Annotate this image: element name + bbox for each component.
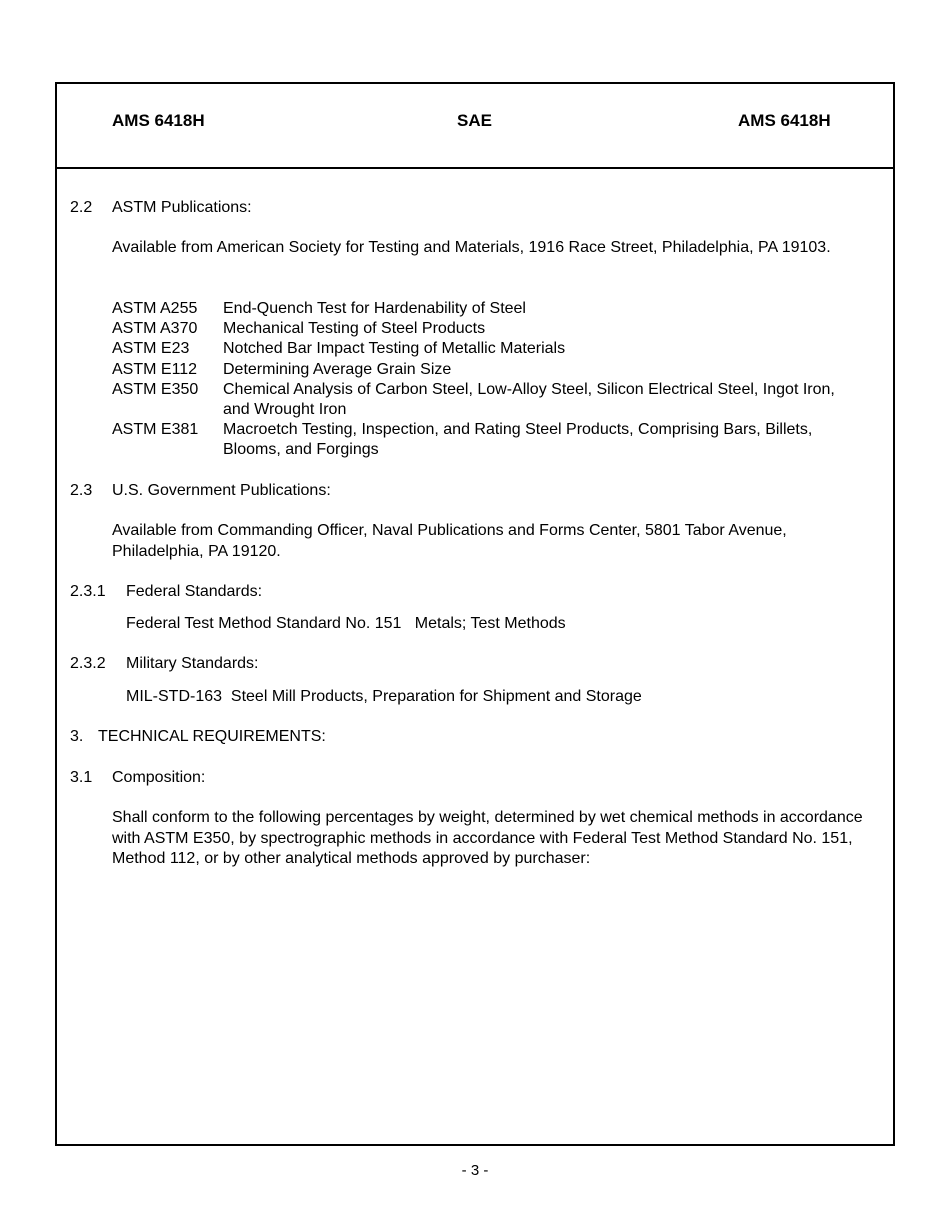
- section-title: ASTM Publications:: [112, 199, 252, 216]
- section-number: 2.3: [70, 482, 93, 499]
- spec-description: End-Quench Test for Hardenability of Steel: [223, 300, 526, 317]
- spec-description: Macroetch Testing, Inspection, and Rating Steel Products, Comprising Bars, Billets, Blooms, and Forgings: [223, 421, 813, 458]
- spec-description: Mechanical Testing of Steel Products: [223, 320, 486, 337]
- section-number: 2.3.1: [70, 583, 106, 600]
- section-title: Federal Standards:: [126, 583, 263, 600]
- spec-code: ASTM E112: [112, 361, 198, 378]
- spec-code: ASTM E23: [112, 340, 190, 357]
- header-doc-number-left: AMS 6418H: [112, 111, 205, 130]
- spec-code: ASTM A255: [112, 300, 198, 317]
- standard-item: Federal Test Method Standard No. 151 Metals; Test Methods: [126, 615, 566, 632]
- section-title: Composition:: [112, 769, 206, 786]
- spec-code: ASTM A370: [112, 320, 198, 337]
- spec-code: ASTM E381: [112, 421, 199, 438]
- header-doc-number-right: AMS 6418H: [738, 111, 831, 130]
- section-number: 2.2: [70, 199, 93, 216]
- availability-text: Available from Commanding Officer, Naval Publications and Forms Center, 5801 Tabor Avenue, Philadelphia, PA 19120.: [112, 522, 787, 560]
- section-number: 2.3.2: [70, 655, 106, 672]
- spec-code: ASTM E350: [112, 381, 199, 398]
- spec-description: Notched Bar Impact Testing of Metallic Materials: [223, 340, 566, 357]
- spec-description: Determining Average Grain Size: [223, 361, 452, 378]
- availability-text: Available from American Society for Testing and Materials, 1916 Race Street, Philadelphia, PA 19103.: [112, 239, 831, 256]
- composition-text: Shall conform to the following percentages by weight, determined by wet chemical methods in accordance with ASTM E350, by spectrographic methods in accordance with Federal Test Method Standard No. 151, Method 112, or by other analytical methods approved by purchaser:: [112, 809, 863, 867]
- spec-description: Chemical Analysis of Carbon Steel, Low-Alloy Steel, Silicon Electrical Steel, Ingot Iron, and Wrought Iron: [223, 381, 835, 418]
- header-org: SAE: [457, 111, 492, 130]
- page-number: - 3 -: [461, 1162, 489, 1179]
- section-number: 3.: [70, 728, 84, 745]
- section-title: Military Standards:: [126, 655, 259, 672]
- section-number: 3.1: [70, 769, 93, 786]
- standard-item: MIL-STD-163 Steel Mill Products, Preparation for Shipment and Storage: [126, 688, 642, 705]
- section-title: U.S. Government Publications:: [112, 482, 331, 499]
- page-header: [57, 84, 893, 169]
- section-title: TECHNICAL REQUIREMENTS:: [98, 728, 326, 745]
